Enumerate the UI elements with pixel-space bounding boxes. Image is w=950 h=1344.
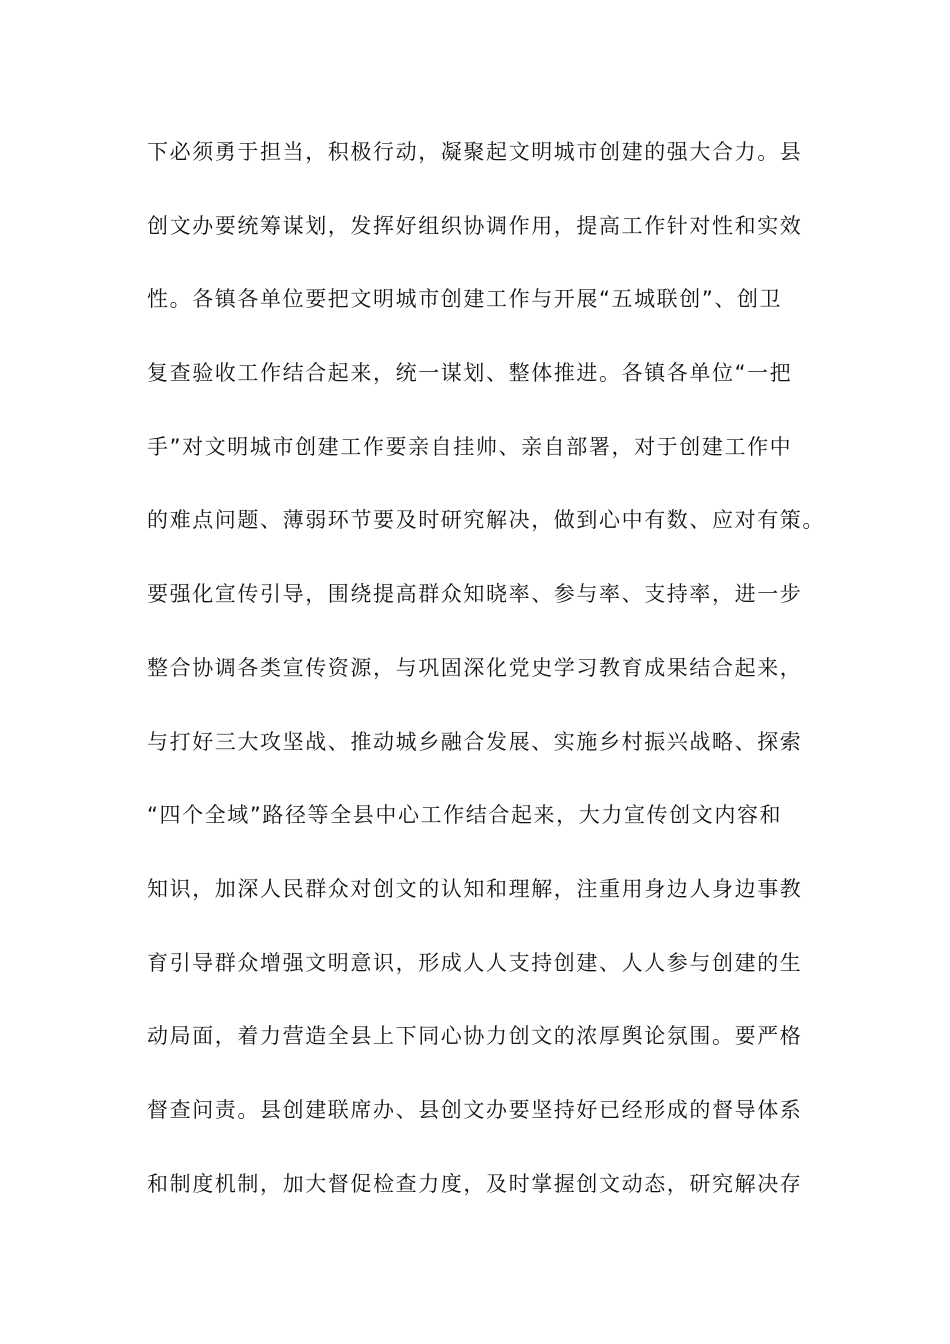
text-line: 知识，加深人民群众对创文的认知和理解，注重用身边人身边事教 bbox=[147, 876, 803, 901]
text-line: 的难点问题、薄弱环节要及时研究解决，做到心中有数、应对有策。 bbox=[147, 508, 825, 533]
text-line: 性。各镇各单位要把文明城市创建工作与开展“五城联创”、创卫 bbox=[147, 287, 783, 312]
text-line: 整合协调各类宣传资源，与巩固深化党史学习教育成果结合起来， bbox=[147, 655, 803, 680]
text-line: 与打好三大攻坚战、推动城乡融合发展、实施乡村振兴战略、探索 bbox=[147, 729, 803, 754]
body-text bbox=[147, 132, 827, 1237]
text-line: 复查验收工作结合起来，统一谋划、整体推进。各镇各单位“一把 bbox=[147, 361, 793, 386]
text-line: 手”对文明城市创建工作要亲自挂帅、亲自部署，对于创建工作中 bbox=[147, 434, 793, 459]
text-line: 要强化宣传引导，围绕提高群众知晓率、参与率、支持率，进一步 bbox=[147, 582, 803, 607]
text-line: 下必须勇于担当，积极行动，凝聚起文明城市创建的强大合力。县 bbox=[147, 140, 803, 164]
text-line: 和制度机制，加大督促检查力度，及时掌握创文动态，研究解决存 bbox=[147, 1171, 803, 1196]
text-line: 创文办要统筹谋划，发挥好组织协调作用，提高工作针对性和实效 bbox=[147, 213, 803, 238]
text-line: “四个全域”路径等全县中心工作结合起来，大力宣传创文内容和 bbox=[147, 803, 783, 828]
text-line: 育引导群众增强文明意识，形成人人支持创建、人人参与创建的生 bbox=[147, 950, 803, 975]
text-line: 督查问责。县创建联席办、县创文办要坚持好已经形成的督导体系 bbox=[147, 1097, 803, 1122]
text-line: 动局面，着力营造全县上下同心协力创文的浓厚舆论氛围。要严格 bbox=[147, 1024, 803, 1049]
